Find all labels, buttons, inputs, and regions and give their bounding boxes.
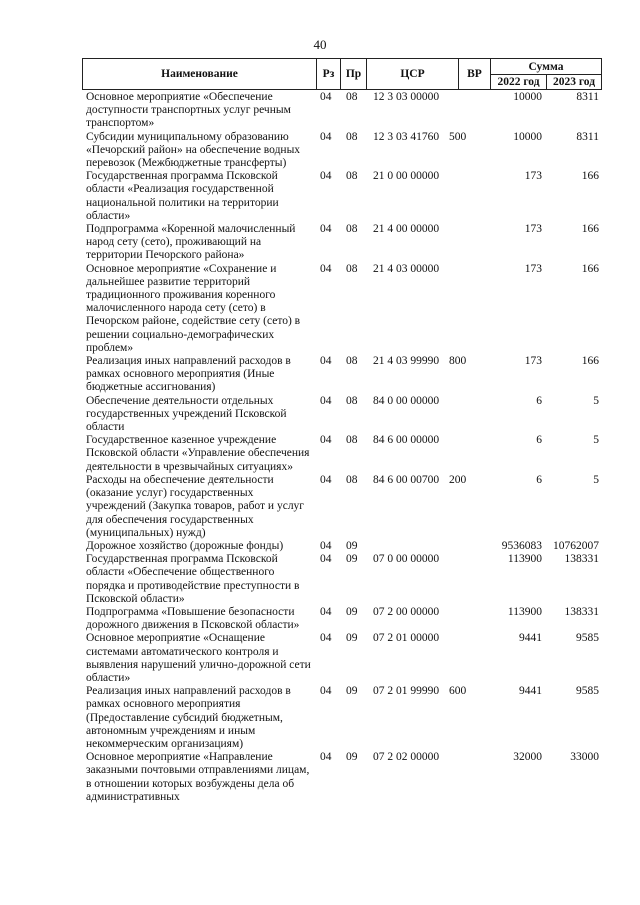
table-row [82,685,602,751]
row-csr: 12 3 03 00000 [373,91,440,103]
row-amount-2022: 113900 [507,553,542,566]
table-row [82,170,602,223]
table-row [82,355,602,395]
row-amount-2023: 8311 [576,130,599,143]
row-csr: 21 4 00 00000 [373,223,440,236]
row-amount-2022: 173 [524,355,542,368]
row-pr: 08 [346,355,358,368]
row-name: Субсидии муниципальному образованию «Печорский район» на обеспечение водных перевозок (Межбюджетные трансферты) [86,130,301,170]
row-rz: 04 [320,632,332,645]
row-amount-2022: 173 [524,170,542,183]
table-row [82,553,602,606]
row-vr: 600 [449,685,467,698]
header-year-2023: 2023 год [552,76,596,88]
table-row [82,91,602,131]
row-csr: 84 6 00 00700 [373,473,440,486]
row-amount-2022: 6 [536,394,542,407]
row-name: Расходы на обеспечение деятельности (оказание услуг) государственных учреждений (Закупка товаров, работ и услуг для обеспечения государственных (муниципальных) нужд) [86,473,305,539]
row-rz: 04 [320,539,332,552]
row-csr: 21 0 00 00000 [373,170,440,183]
row-name: Основное мероприятие «Сохранение и дальнейшее развитие территорий традиционного проживания коренного малочисленного народа сету (сето) в Печорском районе, содействие сету (сето) в решении социально-демографических проблем» [86,262,301,354]
row-pr: 08 [346,394,358,407]
row-amount-2022: 6 [536,434,542,447]
row-amount-2023: 166 [581,355,599,368]
row-amount-2023: 10762007 [553,539,599,552]
row-pr: 09 [346,605,358,618]
row-rz: 04 [320,751,332,764]
row-name: Дорожное хозяйство (дорожные фонды) [86,539,284,552]
row-amount-2022: 173 [524,223,542,236]
header-pr: Пр [341,59,367,89]
row-amount-2022: 9441 [519,685,542,698]
row-pr: 09 [346,632,358,645]
row-name: Государственная программа Псковской области «Обеспечение общественного порядка и противодействие преступности в Псковской области» [86,553,300,605]
row-amount-2022: 10000 [513,91,542,103]
row-pr: 09 [346,553,358,566]
row-amount-2023: 5 [593,394,599,407]
row-rz: 04 [320,91,332,103]
row-pr: 08 [346,223,358,236]
row-amount-2023: 166 [581,223,599,236]
row-name: Основное мероприятие «Оснащение системами автоматического контроля и выявления нарушений улично-дорожной сети области» [86,632,311,684]
row-csr: 12 3 03 41760 [373,130,440,143]
table-row [82,434,602,474]
row-rz: 04 [320,685,332,698]
row-name: Государственное казенное учреждение Псковской области «Управление обеспечения деятельности в чрезвычайных ситуациях» [86,434,310,473]
table-body [82,91,602,804]
table-header [82,58,602,90]
row-amount-2023: 33000 [570,751,599,764]
row-pr: 08 [346,434,358,447]
row-rz: 04 [320,434,332,447]
row-csr: 21 4 03 99990 [373,355,440,368]
row-csr: 84 0 00 00000 [373,394,440,407]
row-vr: 500 [449,130,467,143]
row-amount-2022: 9536083 [501,539,542,552]
table-row [82,606,602,632]
row-name: Обеспечение деятельности отдельных государственных учреждений Псковской области [86,394,287,434]
row-rz: 04 [320,553,332,566]
row-amount-2023: 5 [593,473,599,486]
row-csr: 07 0 00 00000 [373,553,440,566]
row-name: Государственная программа Псковской области «Реализация государственной национальной политики на территории области» [86,170,279,222]
row-rz: 04 [320,223,332,236]
header-year-2022: 2022 год [491,75,547,89]
row-csr: 07 2 01 99990 [373,685,440,698]
row-rz: 04 [320,130,332,143]
row-amount-2022: 32000 [513,751,542,764]
header-csr: ЦСР [367,59,459,89]
row-amount-2023: 166 [581,262,599,275]
row-vr: 800 [449,355,467,368]
row-rz: 04 [320,262,332,275]
table-row [82,474,602,540]
header-vr: ВР [459,59,491,89]
row-amount-2023: 138331 [564,553,599,566]
row-amount-2023: 9585 [576,632,599,645]
row-pr: 08 [346,473,358,486]
table-row [82,263,602,355]
row-pr: 08 [346,170,358,183]
header-sum: Сумма [491,59,601,75]
table-row [82,632,602,685]
header-name: Наименование [83,59,317,89]
table-row [82,540,602,553]
page-number: 40 [313,37,327,52]
row-pr: 09 [346,539,358,552]
row-name: Реализация иных направлений расходов в рамках основного мероприятия (Предоставление субсидий бюджетным, автономным учреждениям и иным некоммерческим организациям) [86,685,291,750]
row-amount-2023: 5 [593,434,599,447]
row-pr: 09 [346,685,358,698]
table-row [82,751,602,804]
row-csr: 07 2 00 00000 [373,605,440,618]
row-amount-2023: 138331 [564,605,599,618]
table-row [82,131,602,171]
row-vr: 200 [449,473,467,486]
header-rz: Рз [317,59,341,89]
row-amount-2022: 10000 [513,130,542,143]
row-amount-2022: 6 [536,473,542,486]
row-pr: 08 [346,262,358,275]
row-name: Подпрограмма «Повышение безопасности дорожного движения в Псковской области» [86,605,300,632]
row-pr: 08 [346,91,358,103]
row-amount-2023: 9585 [576,685,599,698]
table-row [82,223,602,263]
row-rz: 04 [320,355,332,368]
row-amount-2023: 166 [581,170,599,183]
row-rz: 04 [320,170,332,183]
row-pr: 08 [346,130,358,143]
row-csr: 07 2 02 00000 [373,751,440,764]
row-csr: 21 4 03 00000 [373,262,440,275]
row-csr: 84 6 00 00000 [373,434,440,447]
row-rz: 04 [320,605,332,618]
table-row [82,395,602,435]
row-name: Основное мероприятие «Направление заказными почтовыми отправлениями лицам, в отношении которых возбуждены дела об административных [86,751,310,803]
row-amount-2022: 9441 [519,632,542,645]
row-csr: 07 2 01 00000 [373,632,440,645]
row-pr: 09 [346,751,358,764]
row-amount-2023: 8311 [576,91,599,103]
row-name: Реализация иных направлений расходов в рамках основного мероприятия (Иные бюджетные ассигнования) [86,355,291,394]
row-name: Подпрограмма «Коренной малочисленный народ сету (сето), проживающий на территории Печорского района» [86,223,296,262]
row-amount-2022: 173 [524,262,542,275]
row-name: Основное мероприятие «Обеспечение доступности транспортных услуг речным транспортом» [86,91,291,130]
row-rz: 04 [320,394,332,407]
row-rz: 04 [320,473,332,486]
row-amount-2022: 113900 [507,605,542,618]
